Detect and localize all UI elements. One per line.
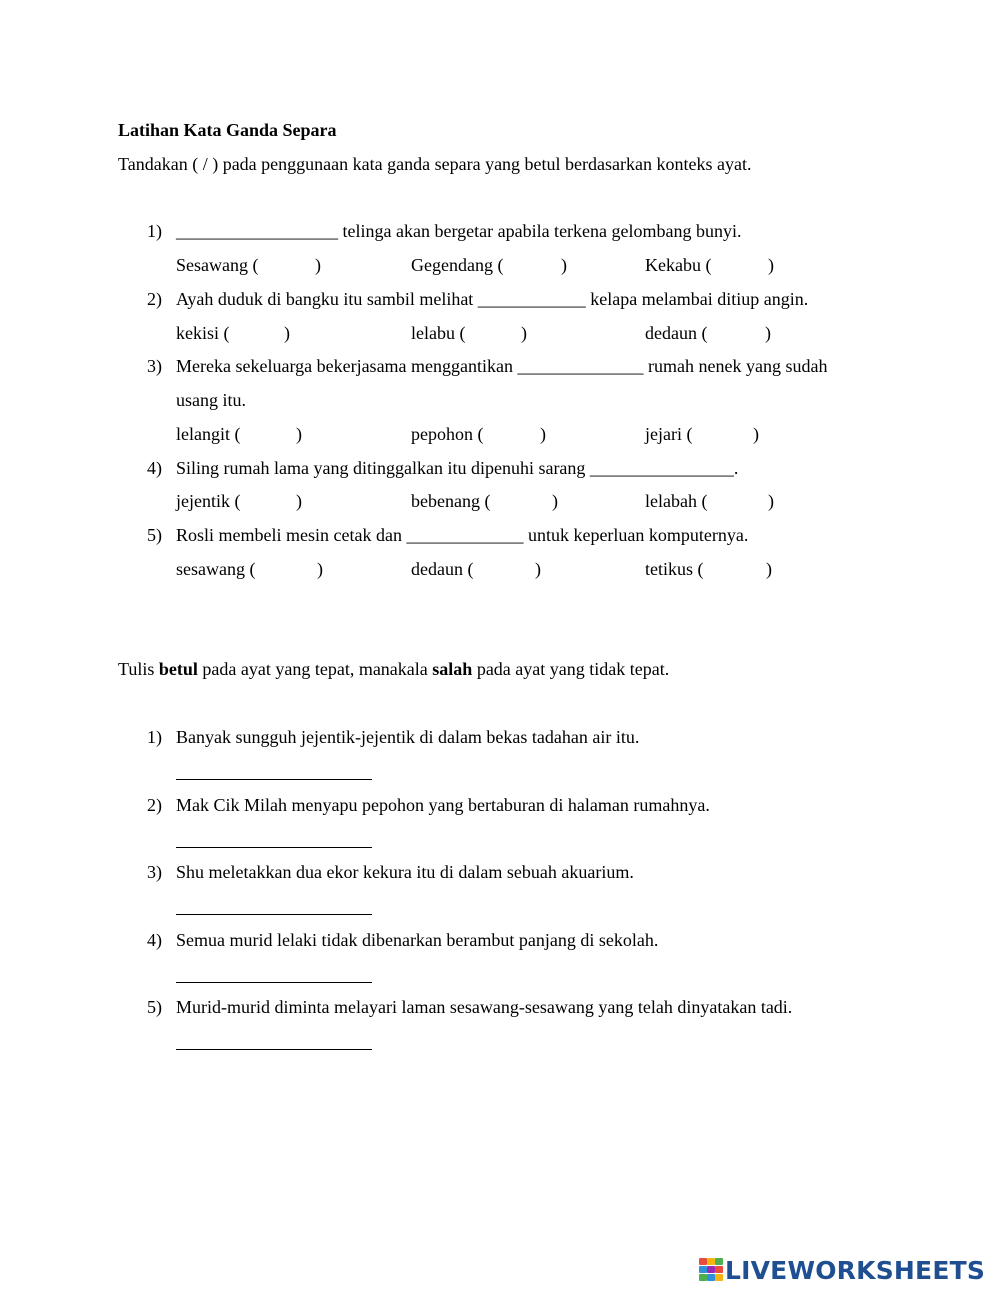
statement-number: 3)	[147, 862, 162, 882]
logo-text: LIVEWORKSHEETS	[725, 1255, 986, 1285]
liveworksheets-logo	[699, 1257, 985, 1283]
statement-number: 1)	[147, 727, 162, 747]
answer-option[interactable]: bebenang (	[411, 491, 491, 511]
answer-checkbox-close: )	[753, 424, 759, 444]
answer-checkbox-close: )	[315, 255, 321, 275]
instruction-2-pre: Tulis	[118, 659, 159, 679]
answer-option[interactable]: Gegendang (	[411, 255, 504, 275]
instruction-2-mid: pada ayat yang tepat, manakala	[197, 659, 433, 679]
answer-blank-line[interactable]	[176, 847, 372, 848]
question-number: 4)	[147, 458, 162, 478]
answer-option[interactable]: dedaun (	[411, 559, 474, 579]
question-text: Mereka sekeluarga bekerjasama menggantikan ______________ rumah nenek yang sudah	[176, 356, 828, 376]
answer-checkbox-close: )	[765, 323, 771, 343]
answer-option[interactable]: sesawang (	[176, 559, 256, 579]
answer-blank-line[interactable]	[176, 914, 372, 915]
logo-blocks-icon	[699, 1258, 723, 1282]
answer-checkbox-close: )	[768, 491, 774, 511]
question-text: __________________ telinga akan bergetar apabila terkena gelombang bunyi.	[176, 221, 742, 241]
answer-option[interactable]: lelabu (	[411, 323, 466, 343]
answer-checkbox-close: )	[561, 255, 567, 275]
answer-checkbox-close: )	[521, 323, 527, 343]
answer-checkbox-close: )	[768, 255, 774, 275]
answer-option[interactable]: dedaun (	[645, 323, 708, 343]
answer-checkbox-close: )	[296, 491, 302, 511]
statement-text: Semua murid lelaki tidak dibenarkan berambut panjang di sekolah.	[176, 930, 659, 950]
question-number: 1)	[147, 221, 162, 241]
question-text-continued: usang itu.	[176, 390, 246, 410]
question-number: 2)	[147, 289, 162, 309]
answer-option[interactable]: lelangit (	[176, 424, 241, 444]
answer-option[interactable]: kekisi (	[176, 323, 230, 343]
answer-checkbox-close: )	[535, 559, 541, 579]
statement-number: 2)	[147, 795, 162, 815]
answer-option[interactable]: pepohon (	[411, 424, 484, 444]
statement-number: 4)	[147, 930, 162, 950]
answer-checkbox-close: )	[766, 559, 772, 579]
answer-blank-line[interactable]	[176, 1049, 372, 1050]
instruction-1: Tandakan ( / ) pada penggunaan kata ganda separa yang betul berdasarkan konteks ayat.	[118, 154, 752, 174]
answer-blank-line[interactable]	[176, 779, 372, 780]
statement-text: Banyak sungguh jejentik-jejentik di dalam bekas tadahan air itu.	[176, 727, 640, 747]
answer-blank-line[interactable]	[176, 982, 372, 983]
answer-checkbox-close: )	[296, 424, 302, 444]
statement-number: 5)	[147, 997, 162, 1017]
instruction-2-betul: betul	[158, 659, 198, 679]
question-number: 3)	[147, 356, 162, 376]
answer-checkbox-close: )	[540, 424, 546, 444]
question-text: Rosli membeli mesin cetak dan _____________ untuk keperluan komputernya.	[176, 525, 749, 545]
answer-option[interactable]: Sesawang (	[176, 255, 259, 275]
question-text: Siling rumah lama yang ditinggalkan itu dipenuhi sarang ________________.	[176, 458, 739, 478]
answer-option[interactable]: lelabah (	[645, 491, 708, 511]
answer-checkbox-close: )	[317, 559, 323, 579]
answer-option[interactable]: Kekabu (	[645, 255, 712, 275]
answer-option[interactable]: jejentik (	[176, 491, 241, 511]
instruction-2	[118, 660, 669, 678]
answer-checkbox-close: )	[552, 491, 558, 511]
answer-option[interactable]: tetikus (	[645, 559, 704, 579]
instruction-2-post: pada ayat yang tidak tepat.	[472, 659, 670, 679]
question-number: 5)	[147, 525, 162, 545]
statement-text: Murid-murid diminta melayari laman sesawang-sesawang yang telah dinyatakan tadi.	[176, 997, 793, 1017]
answer-checkbox-close: )	[284, 323, 290, 343]
question-text: Ayah duduk di bangku itu sambil melihat ____________ kelapa melambai ditiup angin.	[176, 289, 809, 309]
statement-text: Shu meletakkan dua ekor kekura itu di dalam sebuah akuarium.	[176, 862, 634, 882]
worksheet-title: Latihan Kata Ganda Separa	[118, 120, 337, 140]
answer-option[interactable]: jejari (	[645, 424, 693, 444]
statement-text: Mak Cik Milah menyapu pepohon yang bertaburan di halaman rumahnya.	[176, 795, 710, 815]
instruction-2-salah: salah	[432, 659, 473, 679]
